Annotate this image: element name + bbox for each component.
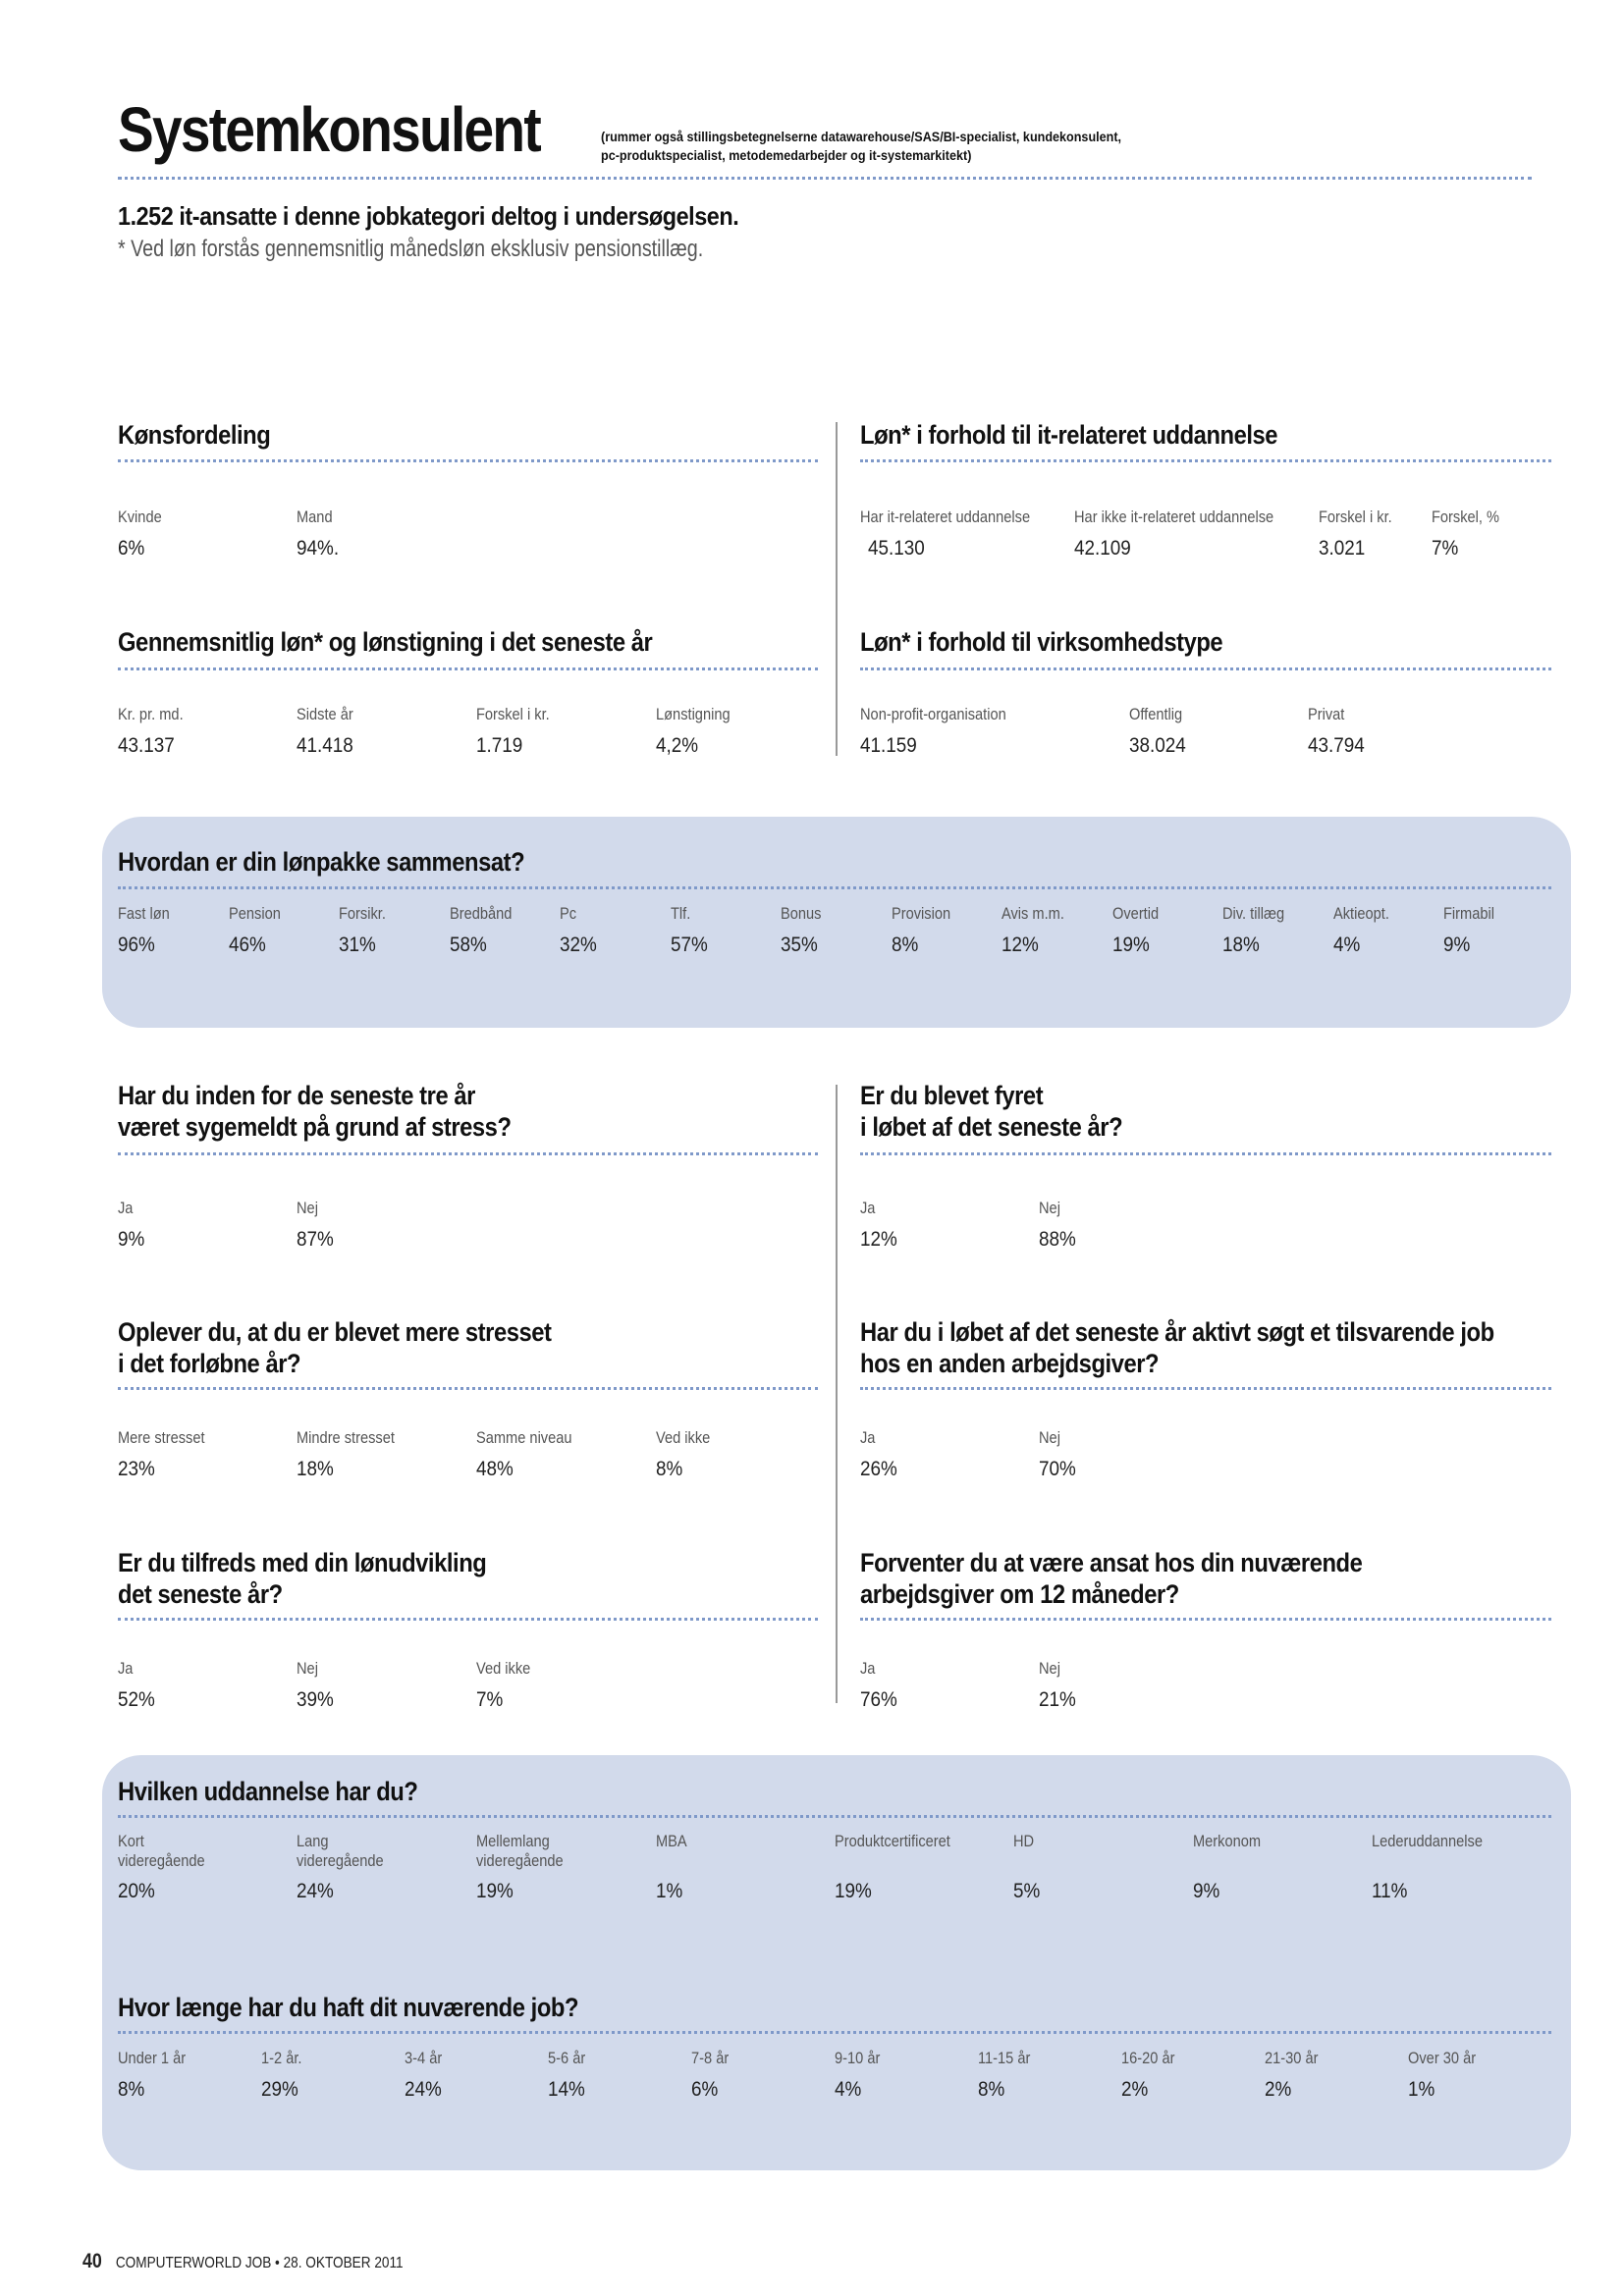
intro-text: 1.252 it-ansatte i denne jobkategori deltog i undersøgelsen. xyxy=(118,201,739,231)
stat-value: 1% xyxy=(656,1880,683,1902)
stat-value: 11% xyxy=(1372,1880,1408,1902)
section-divider xyxy=(118,667,818,670)
stat-value: 8% xyxy=(118,2078,145,2101)
section-title-satisfied xyxy=(118,1547,486,1610)
stat-label: Samme niveau xyxy=(476,1428,572,1447)
stat-label: Privat xyxy=(1308,705,1345,723)
stat-value: 12% xyxy=(1001,934,1039,956)
page-number: 40 xyxy=(82,2250,102,2272)
stat-label: 7-8 år xyxy=(691,2049,730,2067)
stat-label: Tlf. xyxy=(671,904,691,923)
stat-label: Firmabil xyxy=(1443,904,1494,923)
stat-label xyxy=(297,1832,384,1871)
publication-date: 28. OKTOBER 2011 xyxy=(283,2255,404,2271)
stat-value: 2% xyxy=(1265,2078,1292,2101)
title-line: arbejdsgiver om 12 måneder? xyxy=(860,1579,1179,1609)
stat-label: Provision xyxy=(892,904,951,923)
stat-value: 29% xyxy=(261,2078,298,2101)
footer-separator: • xyxy=(275,2255,280,2271)
column-divider-top xyxy=(836,422,838,756)
stat-label: 16-20 år xyxy=(1121,2049,1175,2067)
stat-label: Nej xyxy=(1039,1199,1060,1217)
stat-label: Ved ikke xyxy=(656,1428,711,1447)
stat-value: 32% xyxy=(560,934,597,956)
stat-value: 18% xyxy=(297,1458,334,1480)
stat-label: Avis m.m. xyxy=(1001,904,1064,923)
section-divider xyxy=(860,1618,1551,1621)
stat-label: Kvinde xyxy=(118,507,162,526)
stat-value: 24% xyxy=(297,1880,334,1902)
stat-value: 18% xyxy=(1222,934,1260,956)
section-title-salary-company: Løn* i forhold til virksomhedstype xyxy=(860,627,1223,657)
label-line: videregående xyxy=(118,1851,205,1870)
stat-label: Pc xyxy=(560,904,577,923)
stat-value: 43.794 xyxy=(1308,734,1365,757)
stat-label: Over 30 år xyxy=(1408,2049,1477,2067)
stat-label: MBA xyxy=(656,1832,687,1850)
stat-label: 5-6 år xyxy=(548,2049,586,2067)
page-title: Systemkonsulent xyxy=(118,94,540,165)
stat-value: 8% xyxy=(892,934,919,956)
stat-value: 12% xyxy=(860,1228,897,1251)
title-line: i det forløbne år? xyxy=(118,1349,301,1378)
stat-label: Ja xyxy=(860,1659,876,1678)
section-title-more-stressed xyxy=(118,1316,552,1379)
section-divider xyxy=(118,886,1551,889)
stat-label: Ja xyxy=(118,1659,134,1678)
section-divider xyxy=(118,1815,1551,1818)
stat-value: 4,2% xyxy=(656,734,699,757)
stat-value: 41.159 xyxy=(860,734,917,757)
stat-value: 6% xyxy=(691,2078,719,2101)
stat-label: Forsikr. xyxy=(339,904,386,923)
stat-value: 9% xyxy=(1193,1880,1220,1902)
title-divider xyxy=(118,177,1532,180)
stat-value: 43.137 xyxy=(118,734,175,757)
title-line: Er du tilfreds med din lønudvikling xyxy=(118,1548,487,1577)
stat-label: Fast løn xyxy=(118,904,170,923)
section-title-package: Hvordan er din lønpakke sammensat? xyxy=(118,847,525,877)
stat-value: 7% xyxy=(1432,537,1459,560)
stat-value: 8% xyxy=(978,2078,1005,2101)
section-divider xyxy=(118,1152,818,1155)
label-line: Mellemlang xyxy=(476,1832,550,1850)
stat-value: 70% xyxy=(1039,1458,1076,1480)
stat-value: 4% xyxy=(835,2078,862,2101)
stat-label: 3-4 år xyxy=(405,2049,443,2067)
section-title-job-search xyxy=(860,1316,1494,1379)
stat-label: Nej xyxy=(1039,1428,1060,1447)
section-title-expect-stay xyxy=(860,1547,1362,1610)
section-title-salary-education: Løn* i forhold til it-relateret uddannelse xyxy=(860,420,1278,450)
label-line: videregående xyxy=(297,1851,384,1870)
stat-value: 5% xyxy=(1013,1880,1041,1902)
section-divider xyxy=(118,2031,1551,2034)
section-divider xyxy=(118,459,818,462)
stat-label: Ved ikke xyxy=(476,1659,531,1678)
stat-value: 38.024 xyxy=(1129,734,1186,757)
title-line: været sygemeldt på grund af stress? xyxy=(118,1112,512,1142)
section-title-education: Hvilken uddannelse har du? xyxy=(118,1777,418,1806)
stat-value: 48% xyxy=(476,1458,514,1480)
intro-note: * Ved løn forstås gennemsnitlig månedsløn eksklusiv pensionstillæg. xyxy=(118,236,704,262)
stat-value: 6% xyxy=(118,537,145,560)
stat-label: Merkonom xyxy=(1193,1832,1262,1850)
stat-value: 94%. xyxy=(297,537,340,560)
title-line: hos en anden arbejdsgiver? xyxy=(860,1349,1160,1378)
stat-value: 52% xyxy=(118,1688,155,1711)
stat-label: Ja xyxy=(860,1428,876,1447)
stat-label: Ja xyxy=(860,1199,876,1217)
stat-label: Lederuddannelse xyxy=(1372,1832,1484,1850)
stat-value: 46% xyxy=(229,934,266,956)
stat-label: Overtid xyxy=(1112,904,1160,923)
stat-value: 3.021 xyxy=(1319,537,1366,560)
stat-value: 45.130 xyxy=(868,537,925,560)
section-divider xyxy=(860,1387,1551,1390)
section-title-tenure: Hvor længe har du haft dit nuværende job? xyxy=(118,1993,579,2022)
stat-label: Forskel i kr. xyxy=(476,705,550,723)
label-line: Kort xyxy=(118,1832,144,1850)
title-line: Har du i løbet af det seneste år aktivt søgt et tilsvarende job xyxy=(860,1317,1494,1347)
section-title-gender: Kønsfordeling xyxy=(118,420,271,450)
stat-value: 96% xyxy=(118,934,155,956)
stat-label: Forskel i kr. xyxy=(1319,507,1392,526)
stat-label: Kr. pr. md. xyxy=(118,705,184,723)
stat-value: 35% xyxy=(781,934,818,956)
stat-label xyxy=(118,1832,205,1871)
title-line: det seneste år? xyxy=(118,1579,283,1609)
stat-value: 31% xyxy=(339,934,376,956)
section-divider xyxy=(860,1152,1551,1155)
title-line: Er du blevet fyret xyxy=(860,1081,1044,1110)
stat-label: Lønstigning xyxy=(656,705,731,723)
page-footer xyxy=(82,2250,404,2273)
stat-label: Non-profit-organisation xyxy=(860,705,1006,723)
section-title-fired xyxy=(860,1080,1122,1143)
stat-value: 4% xyxy=(1333,934,1361,956)
stat-label: Nej xyxy=(1039,1659,1060,1678)
stat-label: Mindre stresset xyxy=(297,1428,395,1447)
stat-label: Mand xyxy=(297,507,333,526)
section-divider xyxy=(860,667,1551,670)
stat-value: 7% xyxy=(476,1688,504,1711)
subtitle-line-1: (rummer også stillingsbetegnelserne datawarehouse/SAS/BI-specialist, kundekonsulent, xyxy=(601,129,1122,144)
stat-value: 39% xyxy=(297,1688,334,1711)
label-line: Lang xyxy=(297,1832,329,1850)
stat-value: 9% xyxy=(1443,934,1471,956)
title-line: i løbet af det seneste år? xyxy=(860,1112,1123,1142)
stat-label: Sidste år xyxy=(297,705,353,723)
stat-value: 76% xyxy=(860,1688,897,1711)
stat-label: HD xyxy=(1013,1832,1035,1850)
stat-label: Offentlig xyxy=(1129,705,1183,723)
stat-label: Aktieopt. xyxy=(1333,904,1389,923)
stat-label: Har it-relateret uddannelse xyxy=(860,507,1031,526)
stat-label: Bonus xyxy=(781,904,822,923)
stat-label: Nej xyxy=(297,1659,318,1678)
publication-name: COMPUTERWORLD JOB xyxy=(115,2255,272,2271)
stat-value: 41.418 xyxy=(297,734,353,757)
stat-value: 19% xyxy=(1112,934,1150,956)
stat-label: Bredbånd xyxy=(450,904,513,923)
stat-value: 23% xyxy=(118,1458,155,1480)
stat-label xyxy=(476,1832,564,1871)
stat-value: 2% xyxy=(1121,2078,1149,2101)
stat-value: 19% xyxy=(835,1880,872,1902)
stat-value: 8% xyxy=(656,1458,683,1480)
stat-label: Produktcertificeret xyxy=(835,1832,950,1850)
title-line: Forventer du at være ansat hos din nuværende xyxy=(860,1548,1363,1577)
stat-label: Forskel, % xyxy=(1432,507,1500,526)
stat-label: 9-10 år xyxy=(835,2049,881,2067)
column-divider-bottom xyxy=(836,1085,838,1703)
subtitle-line-2: pc-produktspecialist, metodemedarbejder og it-systemarkitekt) xyxy=(601,147,972,163)
section-divider xyxy=(118,1618,818,1621)
stat-value: 87% xyxy=(297,1228,334,1251)
stat-value: 19% xyxy=(476,1880,514,1902)
stat-label: Under 1 år xyxy=(118,2049,187,2067)
stat-value: 1.719 xyxy=(476,734,523,757)
stat-label: 1-2 år. xyxy=(261,2049,302,2067)
section-divider xyxy=(118,1387,818,1390)
section-title-sick-stress xyxy=(118,1080,512,1143)
stat-value: 57% xyxy=(671,934,708,956)
stat-value: 24% xyxy=(405,2078,442,2101)
title-line: Oplever du, at du er blevet mere stresset xyxy=(118,1317,552,1347)
stat-label: Ja xyxy=(118,1199,134,1217)
stat-label: Har ikke it-relateret uddannelse xyxy=(1074,507,1274,526)
stat-value: 14% xyxy=(548,2078,585,2101)
page-subtitle xyxy=(601,128,1219,165)
stat-label: Nej xyxy=(297,1199,318,1217)
stat-label: 11-15 år xyxy=(978,2049,1031,2067)
stat-value: 58% xyxy=(450,934,487,956)
stat-value: 26% xyxy=(860,1458,897,1480)
stat-value: 88% xyxy=(1039,1228,1076,1251)
stat-value: 42.109 xyxy=(1074,537,1131,560)
stat-label: Mere stresset xyxy=(118,1428,205,1447)
stat-label: Div. tillæg xyxy=(1222,904,1285,923)
stat-value: 21% xyxy=(1039,1688,1076,1711)
stat-label: Pension xyxy=(229,904,281,923)
stat-label: 21-30 år xyxy=(1265,2049,1319,2067)
stat-value: 1% xyxy=(1408,2078,1435,2101)
section-title-avg-salary: Gennemsnitlig løn* og lønstigning i det seneste år xyxy=(118,627,653,657)
stat-value: 9% xyxy=(118,1228,145,1251)
section-divider xyxy=(860,459,1551,462)
stat-value: 20% xyxy=(118,1880,155,1902)
label-line: videregående xyxy=(476,1851,564,1870)
title-line: Har du inden for de seneste tre år xyxy=(118,1081,475,1110)
